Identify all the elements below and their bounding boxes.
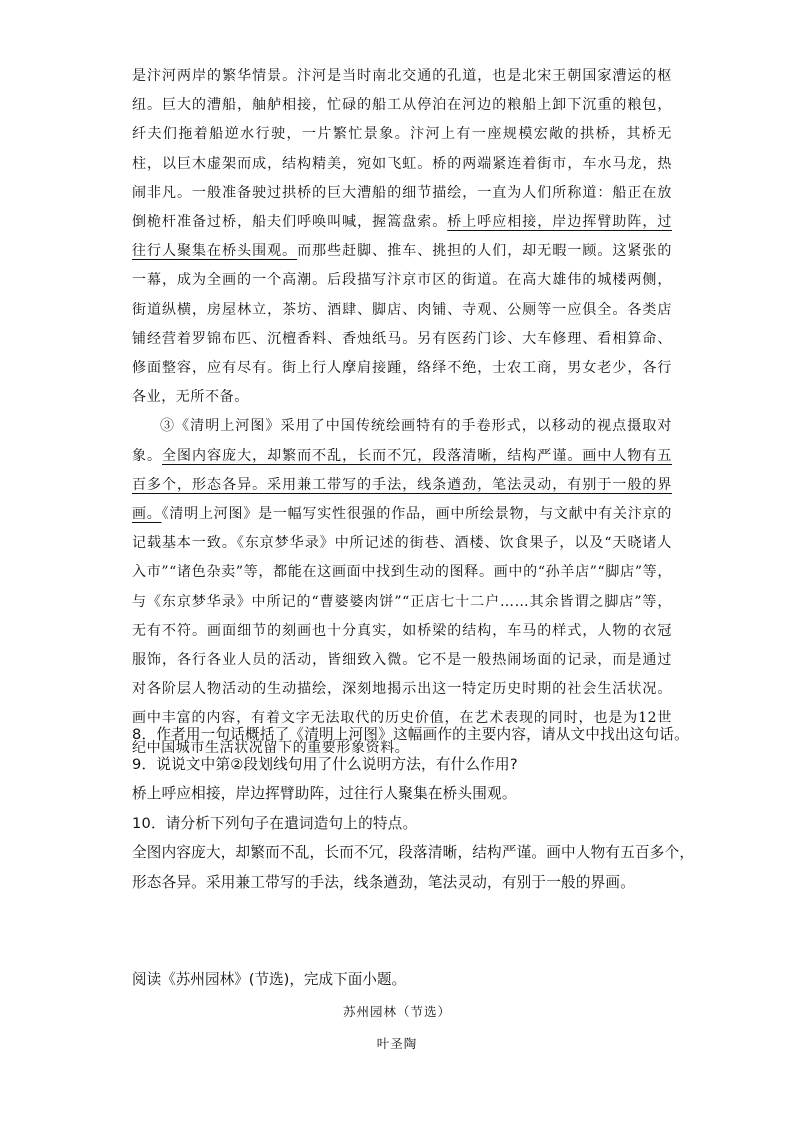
answer-9: 桥上呼应相接，岸边挥臂助阵，过往行人聚集在桥头围观。 <box>132 785 517 802</box>
paragraph-2-text-a: 是汴河两岸的繁华情景。汴河是当时南北交通的孔道，也是北宋王朝国家漕运的枢纽。巨大的漕船，舳舻相接，忙碌的船工从停泊在河边的粮船上卸下沉重的粮包，纤夫们拖着船逆水行驶，一片繁忙景象。汴河上有一座规模宏敞的拱桥，其桥无柱，以巨木虚架而成，结构精美，宛如飞虹。桥的两端紧连着街市，车水马龙，热闹非凡。一般准备驶过拱桥的巨大漕船的细节描绘，一直为人们所称道：船正在放倒桅杆准备过桥，船夫们呼唤叫喊，握篙盘索。 <box>132 68 672 231</box>
paragraph-3-text-a: ③《清明上河图》采用了中国传统绘画特有的手卷形式，以移动的视点摄取对象。 <box>132 418 672 464</box>
reading-passage <box>132 62 672 763</box>
question-8: 8．作者用一句话概括了《清明上河图》这幅画作的主要内容，请从文中找出这句话。 <box>132 726 689 743</box>
question-9: 9．说说文中第②段划线句用了什么说明方法，有什么作用? <box>132 755 518 773</box>
quoted-sentence-line-1: 全图内容庞大，却繁而不乱，长而不冗，段落清晰，结构严谨。画中人物有五百多个， <box>132 844 695 861</box>
paragraph-2-text-b: 而那些赶脚、推车、挑担的人们，却无暇一顾。这紧张的一幕，成为全画的一个高潮。后段描写汴京市区的街道。在高大雄伟的城楼两侧，街道纵横，房屋林立，茶坊、酒肆、脚店、肉铺、寺观、公厕等一应俱全。各类店铺经营着罗锦布匹、沉檀香料、香烛纸马。另有医药门诊、大车修理、看相算命、修面整容，应有尽有。街上行人摩肩接踵，络绎不绝，士农工商，男女老少，各行各业，无所不备。 <box>132 243 672 406</box>
questions-section <box>132 720 695 897</box>
passage-paragraph-3 <box>132 412 672 762</box>
paragraph-3-underlined-sentence: 全图内容庞大，却繁而不乱，长而不冗，段落清晰，结构严谨。画中人物有五百多个，形态各异。采用兼工带写的手法，线条遒劲，笔法灵动，有别于一般的界画。 <box>132 447 672 523</box>
passage-paragraph-2 <box>132 62 672 412</box>
quoted-sentence-line-2: 形态各异。采用兼工带写的手法，线条遒劲，笔法灵动，有别于一般的界画。 <box>132 873 635 891</box>
next-reading-instruction: 阅读《苏州园林》(节选)，完成下面小题。 <box>132 971 407 988</box>
question-10: 10．请分析下列句子在遣词造句上的特点。 <box>132 814 418 832</box>
paragraph-2-underlined-sentence: 桥上呼应相接，岸边挥臂助阵，过往行人聚集在桥头围观。 <box>132 214 672 260</box>
next-reading-title: 苏州园林（节选） <box>342 1004 451 1019</box>
next-reading-author: 叶圣陶 <box>376 1036 418 1051</box>
paragraph-3-text-b: 《清明上河图》是一幅写实性很强的作品，画中所绘景物，与文献中有关汴京的记载基本一致。《东京梦华录》中所记述的街巷、酒楼、饮食果子，以及“天晓诸人入市”“诸色杂卖”等，都能在这画面中找到生动的图释。画中的“孙羊店”“脚店”等，与《东京梦华录》中所记的“曹婆婆肉饼”“正店七十二户……其余皆谓之脚店”等，无有不符。画面细节的刻画也十分真实，如桥梁的结构，车马的样式，人物的衣冠服饰，各行各业人员的活动，皆细致入微。它不是一般热闹场面的记录，而是通过对各阶层人物活动的生动描绘，深刻地揭示出这一特定历史时期的社会生活状况。画中丰富的内容，有着文字无法取代的历史价值，在艺术表现的同时，也是为12世纪中国城市生活状况留下的重要形象资料。 <box>132 506 672 756</box>
